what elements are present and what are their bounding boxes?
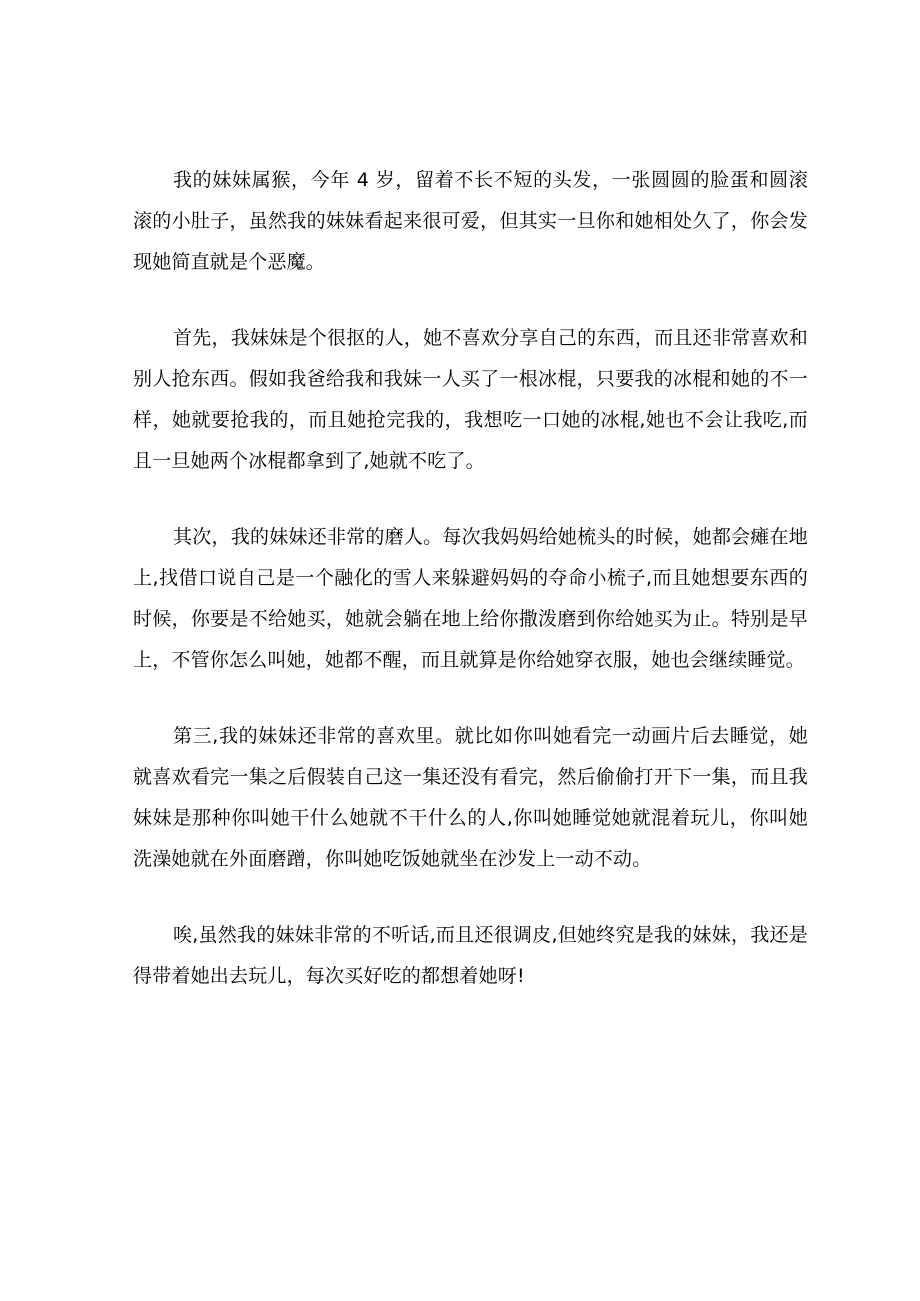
paragraph-first: 首先，我妹妹是个很抠的人，她不喜欢分享自己的东西，而且还非常喜欢和别人抢东西。假如我爸给我和我妹一人买了一根冰棍，只要我的冰棍和她的不一样，她就要抢我的，而且她抢完我的，我想吃一口她的冰棍,她也不会让我吃,而且一旦她两个冰棍都拿到了,她就不吃了。 [133, 327, 808, 472]
paragraph-third: 第三,我的妹妹还非常的喜欢里。就比如你叫她看完一动画片后去睡觉，她就喜欢看完一集之后假装自己这一集还没有看完，然后偷偷打开下一集，而且我妹妹是那种你叫她干什么她就不干什么的人,你叫她睡觉她就混着玩儿，你叫她洗澡她就在外面磨蹭，你叫她吃饭她就坐在沙发上一动不动。 [133, 725, 808, 870]
paragraph-second: 其次，我的妹妹还非常的磨人。每次我妈妈给她梳头的时候，她都会瘫在地上,找借口说自己是一个融化的雪人来躲避妈妈的夺命小梳子,而且她想要东西的时候，你要是不给她买，她就会躺在地上给你撒泼磨到你给她买为止。特别是早上，不管你怎么叫她，她都不醒，而且就算是你给她穿衣服，她也会继续睡觉。 [133, 526, 808, 671]
paragraph-intro: 我的妹妹属猴，今年 4 岁，留着不长不短的头发，一张圆圆的脸蛋和圆滚滚的小肚子，虽然我的妹妹看起来很可爱，但其实一旦你和她相处久了，你会发现她简直就是个恶魔。 [133, 169, 808, 273]
paragraph-conclusion: 唉,虽然我的妹妹非常的不听话,而且还很调皮,但她终究是我的妹妹，我还是得带着她出去玩儿，每次买好吃的都想着她呀! [133, 924, 808, 987]
document-body [133, 160, 808, 1032]
